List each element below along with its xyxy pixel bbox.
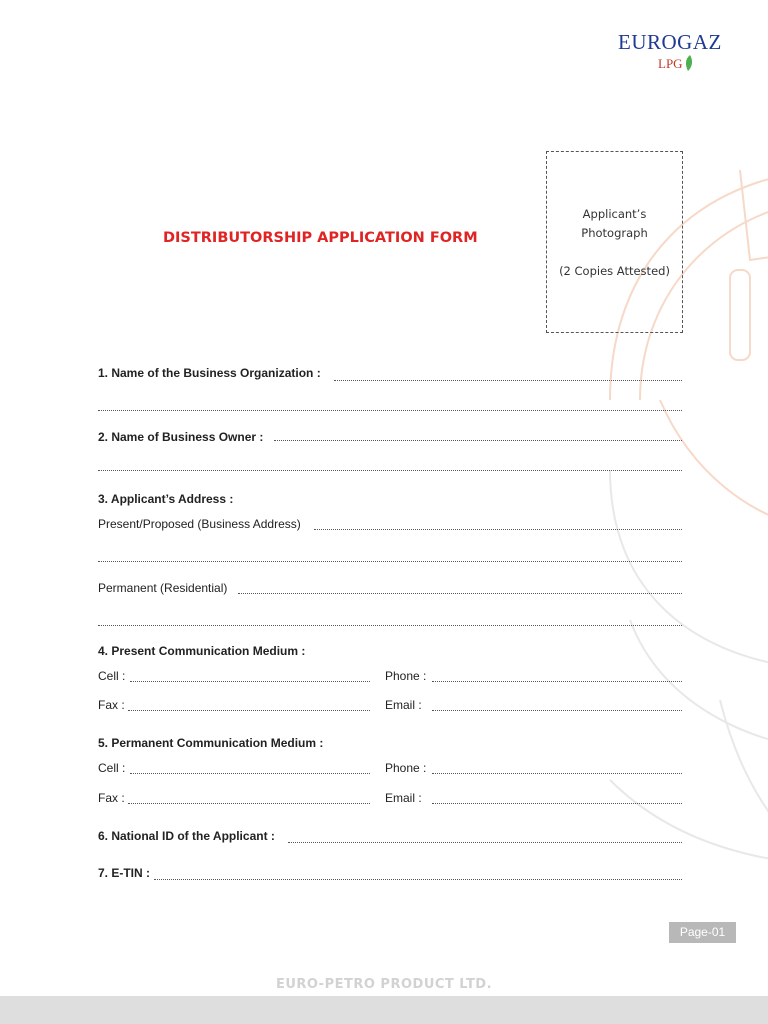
present-email-input[interactable]	[432, 710, 682, 711]
photo-placeholder-box	[546, 151, 683, 333]
business-owner-input-line2[interactable]	[98, 470, 682, 471]
permanent-fax-input[interactable]	[128, 803, 370, 804]
business-owner-input[interactable]	[274, 440, 682, 441]
permanent-address-input[interactable]	[238, 593, 682, 594]
present-phone-label: Phone :	[385, 669, 427, 683]
permanent-address-label: Permanent (Residential)	[98, 581, 228, 595]
permanent-email-label: Email :	[385, 791, 422, 805]
permanent-fax-label: Fax :	[98, 791, 125, 805]
logo-sub-text: LPG	[658, 56, 683, 71]
present-cell-label: Cell :	[98, 669, 126, 683]
permanent-address-input-line2[interactable]	[98, 625, 682, 626]
photo-label-line3: (2 Copies Attested)	[559, 264, 670, 278]
form-title: DISTRIBUTORSHIP APPLICATION FORM	[163, 230, 478, 246]
photo-label-line1: Applicant’s	[582, 207, 647, 221]
national-id-label: 6. National ID of the Applicant :	[98, 829, 275, 843]
present-address-label: Present/Proposed (Business Address)	[98, 517, 301, 531]
etin-input[interactable]	[154, 879, 682, 880]
present-phone-input[interactable]	[432, 681, 682, 682]
present-fax-label: Fax :	[98, 698, 125, 712]
permanent-comm-label: 5. Permanent Communication Medium :	[98, 736, 324, 750]
present-address-input-line2[interactable]	[98, 561, 682, 562]
footer-bar	[0, 996, 768, 1024]
company-logo	[618, 30, 738, 80]
business-org-label: 1. Name of the Business Organization :	[98, 366, 321, 380]
present-comm-label: 4. Present Communication Medium :	[98, 644, 306, 658]
permanent-cell-label: Cell :	[98, 761, 126, 775]
present-fax-input[interactable]	[128, 710, 370, 711]
leaf-icon	[684, 54, 694, 72]
permanent-phone-input[interactable]	[432, 773, 682, 774]
business-org-input-line2[interactable]	[98, 410, 682, 411]
business-org-input[interactable]	[334, 380, 682, 381]
business-owner-label: 2. Name of Business Owner :	[98, 430, 264, 444]
permanent-cell-input[interactable]	[130, 773, 370, 774]
logo-brand-text: EUROGAZ	[618, 30, 722, 54]
present-email-label: Email :	[385, 698, 422, 712]
address-label: 3. Applicant’s Address :	[98, 492, 234, 506]
present-address-input[interactable]	[314, 529, 682, 530]
etin-label: 7. E-TIN :	[98, 866, 151, 880]
present-cell-input[interactable]	[130, 681, 370, 682]
footer-company-name: EURO-PETRO PRODUCT LTD.	[275, 977, 493, 992]
permanent-email-input[interactable]	[432, 803, 682, 804]
permanent-phone-label: Phone :	[385, 761, 427, 775]
photo-label-line2: Photograph	[581, 226, 648, 240]
page-number-badge: Page-01	[669, 922, 736, 943]
national-id-input[interactable]	[288, 842, 682, 843]
